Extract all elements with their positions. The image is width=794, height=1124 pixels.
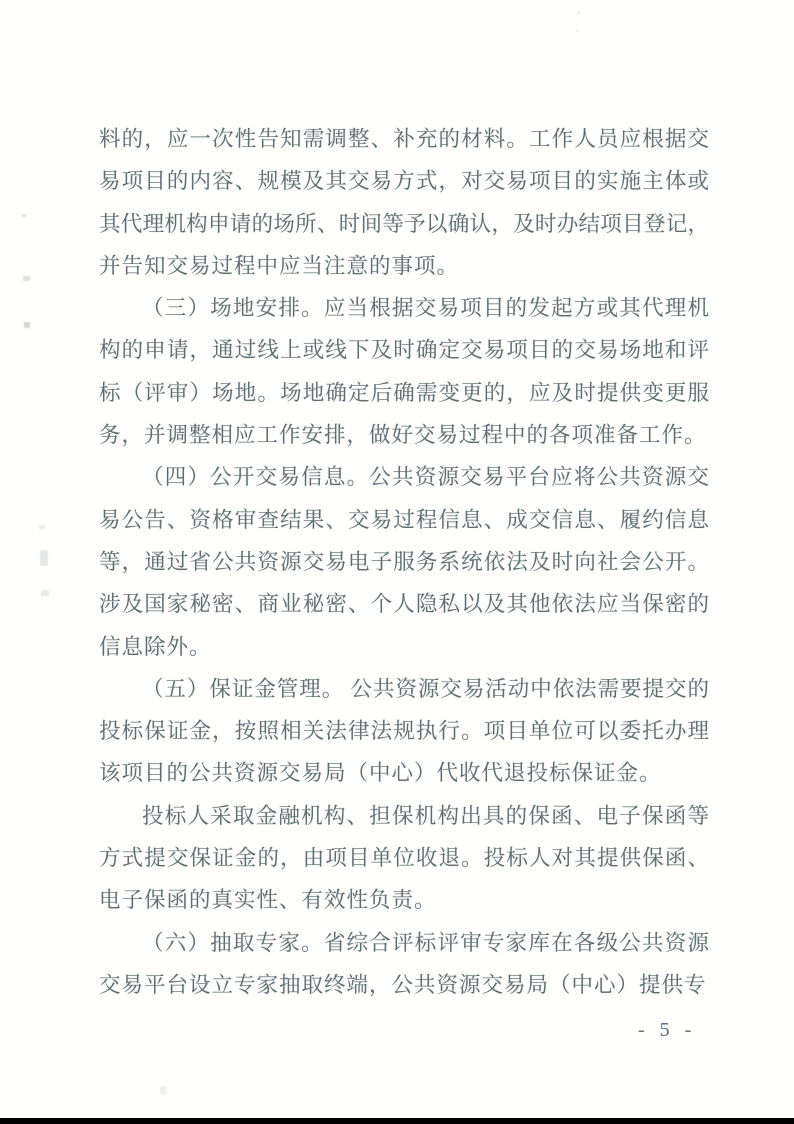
text-line: 构的申请，通过线上或线下及时确定交易项目的交易场地和评: [99, 338, 709, 363]
text-line: 等，通过省公共资源交易电子服务系统依法及时向社会公开。: [99, 549, 709, 574]
text-line: （五）保证金管理。 公共资源交易活动中依法需要提交的: [142, 676, 709, 701]
text-line: 标（评审）场地。场地确定后确需变更的，应及时提供变更服: [99, 380, 709, 405]
paragraph: [99, 795, 709, 922]
paragraph: [99, 118, 709, 287]
scan-speck: [40, 550, 48, 566]
text-line: 投标人采取金融机构、担保机构出具的保函、电子保函等: [142, 803, 709, 828]
scan-speck: [577, 11, 580, 15]
text-line: 信息除外。: [99, 634, 212, 659]
scan-speck: [41, 590, 49, 596]
scan-speck: [576, 29, 579, 32]
text-line: 交易平台设立专家抽取终端，公共资源交易局（中心）提供专: [99, 972, 707, 997]
paragraph: [99, 668, 709, 795]
text-line: 料的，应一次性告知需调整、补充的材料。工作人员应根据交: [99, 127, 709, 151]
text-line: 其代理机构申请的场所、时间等予以确认，及时办结项目登记，: [99, 211, 709, 236]
text-line: 方式提交保证金的，由项目单位收退。投标人对其提供保函、: [99, 846, 709, 871]
paragraph: [99, 456, 709, 667]
document-body: [99, 118, 709, 1006]
scan-edge-bar: [0, 1118, 794, 1124]
scan-speck: [22, 214, 26, 217]
paragraph: [99, 287, 709, 456]
text-line: （三）场地安排。应当根据交易项目的发起方或其代理机: [142, 296, 709, 321]
scan-speck: [24, 322, 30, 328]
text-line: 易项目的内容、规模及其交易方式，对交易项目的实施主体或: [99, 169, 709, 194]
text-line: 易公告、资格审查结果、交易过程信息、成交信息、履约信息: [99, 507, 709, 532]
text-line: 投标保证金，按照相关法律法规执行。项目单位可以委托办理: [99, 719, 709, 744]
text-line: 务，并调整相应工作安排，做好交易过程中的各项准备工作。: [99, 423, 707, 448]
text-line: （六）抽取专家。省综合评标评审专家库在各级公共资源: [142, 930, 709, 955]
paragraph: [99, 922, 709, 1007]
text-line: 并告知交易过程中应当注意的事项。: [99, 253, 460, 278]
scan-speck: [160, 1086, 167, 1095]
scan-speck: [39, 525, 45, 529]
scan-speck: [23, 276, 30, 281]
text-line: 电子保函的真实性、有效性负责。: [99, 888, 437, 913]
text-line: 涉及国家秘密、商业秘密、个人隐私以及其他依法应当保密的: [99, 592, 709, 617]
text-line: 该项目的公共资源交易局（中心）代收代退投标保证金。: [99, 761, 662, 786]
text-line: （四）公开交易信息。公共资源交易平台应将公共资源交: [142, 465, 709, 490]
page-number: - 5 -: [638, 1019, 697, 1041]
